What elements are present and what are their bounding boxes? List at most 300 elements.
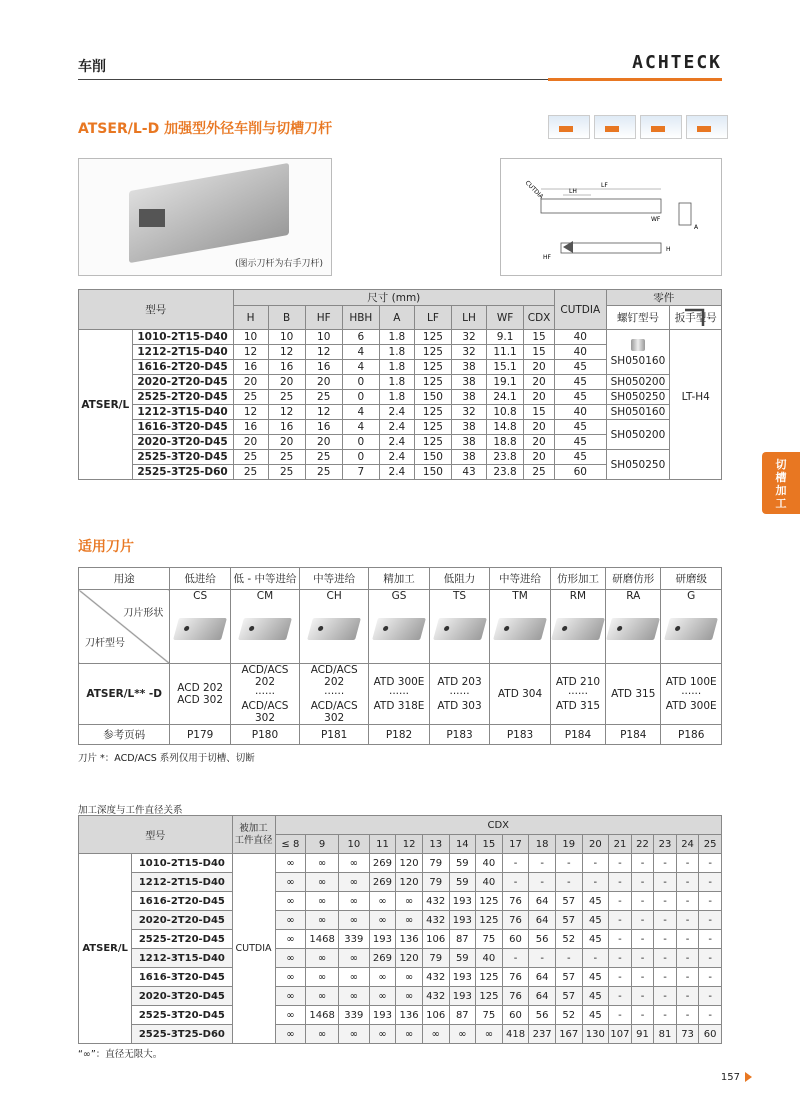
- side-tab-char: 加: [775, 484, 787, 497]
- depth-value-cell: 339: [338, 1006, 369, 1025]
- model-cell: 1212-3T15-D40: [132, 405, 233, 420]
- depth-value-cell: -: [609, 968, 632, 987]
- insert-shape-code: CH: [326, 590, 342, 602]
- depth-value-cell: -: [609, 949, 632, 968]
- value-cell: 40: [555, 330, 607, 345]
- value-cell: 20: [233, 375, 268, 390]
- value-cell: 16: [268, 360, 305, 375]
- col-header-lf: LF: [414, 306, 451, 330]
- depth-value-cell: 76: [502, 968, 529, 987]
- depth-value-cell: -: [582, 949, 609, 968]
- side-tab: [762, 452, 800, 514]
- insert-shape-cell: [661, 590, 722, 664]
- depth-value-cell: ∞: [338, 892, 369, 911]
- usage-cell: 仿形加工: [550, 568, 605, 590]
- depth-value-cell: -: [676, 1006, 699, 1025]
- grade-line: ACD/ACS 302: [310, 700, 358, 724]
- depth-value-cell: -: [654, 930, 677, 949]
- depth-note: “∞”：直径无限大。: [78, 1049, 163, 1060]
- value-cell: 25: [268, 390, 305, 405]
- grade-line: ······: [681, 688, 702, 700]
- depth-value-cell: ∞: [306, 892, 339, 911]
- value-cell: 0: [342, 450, 379, 465]
- inserts-note: 刀片 *：ACD/ACS 系列仅用于切槽、切断: [78, 753, 255, 764]
- depth-value-cell: ∞: [306, 987, 339, 1006]
- value-cell: 4: [342, 360, 379, 375]
- model-cell: 2525-3T20-D45: [132, 1006, 232, 1025]
- depth-value-cell: 45: [582, 968, 609, 987]
- depth-value-cell: 91: [631, 1025, 654, 1044]
- value-cell: 150: [414, 450, 451, 465]
- depth-value-cell: 64: [529, 892, 556, 911]
- value-cell: 45: [555, 375, 607, 390]
- cdx-col-header: 18: [529, 835, 556, 854]
- insert-image: [307, 618, 361, 640]
- value-cell: 15: [524, 405, 555, 420]
- value-cell: 16: [305, 420, 342, 435]
- depth-value-cell: 269: [369, 854, 396, 873]
- value-cell: 12: [233, 345, 268, 360]
- model-cell: 2525-2T20-D45: [132, 390, 233, 405]
- depth-value-cell: ∞: [338, 854, 369, 873]
- depth-body: [79, 854, 722, 1044]
- value-cell: 125: [414, 375, 451, 390]
- workpiece-header-line: 工件直径: [234, 834, 273, 846]
- value-cell: 150: [414, 465, 451, 480]
- diagram-label-hf: HF: [543, 254, 551, 261]
- insert-shape-cell: [369, 590, 430, 664]
- screw-model: SH050250: [606, 450, 670, 480]
- section-label: 车削: [78, 59, 106, 75]
- diagonal-header-cell: [79, 590, 170, 664]
- model-cell: 2525-3T25-D60: [132, 1025, 232, 1044]
- series-cell: ATSER/L: [79, 330, 133, 480]
- cdx-col-header: 11: [369, 835, 396, 854]
- grade-cell: [550, 664, 605, 725]
- depth-value-cell: 64: [529, 987, 556, 1006]
- depth-value-cell: 269: [369, 949, 396, 968]
- col-header-hf: HF: [305, 306, 342, 330]
- insert-image: [664, 618, 718, 640]
- value-cell: 11.1: [487, 345, 524, 360]
- depth-value-cell: -: [555, 949, 582, 968]
- insert-shape-cell: [230, 590, 299, 664]
- depth-value-cell: 57: [555, 987, 582, 1006]
- diagram-label-cutdia: CUTDIA: [523, 179, 545, 201]
- value-cell: 125: [414, 405, 451, 420]
- table-row: [79, 1006, 722, 1025]
- cdx-col-header: ≤ 8: [275, 835, 306, 854]
- depth-value-cell: ∞: [306, 854, 339, 873]
- depth-value-cell: 193: [449, 892, 476, 911]
- grade-line: ······: [324, 688, 345, 700]
- value-cell: 16: [233, 360, 268, 375]
- grade-line: ATD 203: [437, 676, 482, 688]
- depth-value-cell: ∞: [306, 968, 339, 987]
- depth-value-cell: -: [529, 949, 556, 968]
- depth-value-cell: 106: [422, 1006, 449, 1025]
- screw-model: SH050200: [606, 375, 670, 390]
- usage-cell: 低阻力: [429, 568, 490, 590]
- value-cell: 15: [524, 345, 555, 360]
- grade-line: ATD 300E: [373, 676, 425, 688]
- cdx-col-header: 12: [396, 835, 423, 854]
- depth-value-cell: -: [609, 930, 632, 949]
- size-header: 尺寸 (mm): [233, 290, 554, 306]
- wrench-icon: [683, 306, 709, 328]
- model-cell: 1616-2T20-D45: [132, 892, 232, 911]
- value-cell: 20: [268, 435, 305, 450]
- depth-value-cell: 237: [529, 1025, 556, 1044]
- brand-logo: ACHTECK: [632, 52, 722, 73]
- table-row: [79, 892, 722, 911]
- ref-page-cell: P182: [369, 725, 430, 745]
- value-cell: 4: [342, 405, 379, 420]
- wrench-header: 扳手型号: [670, 306, 722, 330]
- value-cell: 0: [342, 375, 379, 390]
- value-cell: 25: [268, 450, 305, 465]
- value-cell: 38: [451, 390, 486, 405]
- cdx-col-header: 14: [449, 835, 476, 854]
- cdx-col-header: 9: [306, 835, 339, 854]
- value-cell: 38: [451, 435, 486, 450]
- grade-cell: [490, 664, 551, 725]
- value-cell: 7: [342, 465, 379, 480]
- ref-page-cell: P180: [230, 725, 299, 745]
- depth-value-cell: -: [654, 1006, 677, 1025]
- value-cell: 25: [233, 465, 268, 480]
- table-row: [79, 987, 722, 1006]
- value-cell: 12: [233, 405, 268, 420]
- application-thumbnail: [594, 115, 636, 139]
- depth-value-cell: -: [631, 854, 654, 873]
- depth-value-cell: 75: [476, 1006, 503, 1025]
- col-header-a: A: [379, 306, 414, 330]
- cdx-col-header: 15: [476, 835, 503, 854]
- value-cell: 38: [451, 420, 486, 435]
- grade-line: ACD/ACS 202: [241, 664, 289, 688]
- page-number: 157: [720, 1072, 740, 1083]
- table-row: [79, 450, 722, 465]
- value-cell: 125: [414, 345, 451, 360]
- depth-value-cell: ∞: [396, 911, 423, 930]
- depth-value-cell: ∞: [275, 1006, 306, 1025]
- model-cell: 2020-3T20-D45: [132, 987, 232, 1006]
- depth-value-cell: -: [676, 892, 699, 911]
- screw-model: SH050250: [606, 390, 670, 405]
- depth-value-cell: 60: [502, 930, 529, 949]
- ref-page-cell: P183: [490, 725, 551, 745]
- value-cell: 20: [233, 435, 268, 450]
- depth-value-cell: 193: [449, 911, 476, 930]
- depth-value-cell: 64: [529, 911, 556, 930]
- cdx-col-header: 22: [631, 835, 654, 854]
- insert-shape-cell: [550, 590, 605, 664]
- depth-value-cell: 1468: [306, 930, 339, 949]
- usage-cell: 中等进给: [490, 568, 551, 590]
- depth-value-cell: -: [654, 968, 677, 987]
- depth-value-cell: 57: [555, 892, 582, 911]
- value-cell: 9.1: [487, 330, 524, 345]
- value-cell: 4: [342, 345, 379, 360]
- value-cell: 125: [414, 330, 451, 345]
- grade-line: ATD 300E: [665, 700, 717, 712]
- model-cell: 2525-3T25-D60: [132, 465, 233, 480]
- depth-value-cell: 59: [449, 949, 476, 968]
- depth-value-cell: ∞: [275, 1025, 306, 1044]
- value-cell: 20: [305, 375, 342, 390]
- screw-model: SH050160: [606, 405, 670, 420]
- side-tab-char: 切: [775, 458, 787, 471]
- depth-value-cell: 125: [476, 911, 503, 930]
- depth-value-cell: -: [582, 854, 609, 873]
- depth-value-cell: 64: [529, 968, 556, 987]
- grade-line: ATD 210: [555, 676, 601, 688]
- depth-table-caption: 加工深度与工件直径关系: [78, 805, 183, 816]
- depth-value-cell: 432: [422, 987, 449, 1006]
- ref-page-cell: P179: [170, 725, 231, 745]
- table-row: [79, 949, 722, 968]
- insert-shape-code: GS: [391, 590, 407, 602]
- depth-value-cell: -: [676, 949, 699, 968]
- table-row: [79, 390, 722, 405]
- value-cell: 0: [342, 390, 379, 405]
- usage-cell: 中等进给: [300, 568, 369, 590]
- depth-value-cell: -: [502, 873, 529, 892]
- inserts-section-title: 适用刀片: [78, 539, 134, 555]
- header-rule-accent: [548, 78, 722, 81]
- value-cell: 25: [305, 390, 342, 405]
- grade-line: ACD/ACS 302: [241, 700, 289, 724]
- value-cell: 20: [305, 435, 342, 450]
- depth-value-cell: ∞: [422, 1025, 449, 1044]
- value-cell: 45: [555, 420, 607, 435]
- depth-value-cell: 79: [422, 949, 449, 968]
- depth-value-cell: ∞: [476, 1025, 503, 1044]
- table-row: [79, 330, 722, 345]
- page-title: ATSER/L-D 加强型外径车削与切槽刀杆: [78, 121, 333, 137]
- depth-value-cell: -: [654, 892, 677, 911]
- value-cell: 1.8: [379, 360, 414, 375]
- depth-value-cell: ∞: [338, 949, 369, 968]
- value-cell: 2.4: [379, 450, 414, 465]
- col-header-cdx: CDX: [524, 306, 555, 330]
- ref-page-label: 参考页码: [79, 725, 170, 745]
- depth-value-cell: ∞: [396, 892, 423, 911]
- model-header: 型号: [79, 290, 234, 330]
- depth-value-cell: ∞: [306, 949, 339, 968]
- cdx-col-header: 19: [555, 835, 582, 854]
- insert-image: [173, 618, 227, 640]
- depth-value-cell: -: [609, 892, 632, 911]
- value-cell: 2.4: [379, 435, 414, 450]
- value-cell: 16: [268, 420, 305, 435]
- depth-value-cell: -: [676, 911, 699, 930]
- depth-value-cell: 45: [582, 987, 609, 1006]
- cdx-header: CDX: [275, 816, 721, 835]
- value-cell: 45: [555, 360, 607, 375]
- depth-value-cell: ∞: [338, 987, 369, 1006]
- spec-table: [78, 289, 722, 480]
- value-cell: 25: [305, 450, 342, 465]
- diagram-label-a: A: [694, 224, 699, 231]
- depth-value-cell: -: [699, 930, 722, 949]
- col-header-cutdia: CUTDIA: [555, 290, 607, 330]
- depth-value-cell: -: [609, 873, 632, 892]
- usage-cell: 研磨仿形: [606, 568, 661, 590]
- table-row: [79, 1025, 722, 1044]
- value-cell: 45: [555, 435, 607, 450]
- depth-value-cell: 56: [529, 930, 556, 949]
- model-cell: 2020-2T20-D45: [132, 375, 233, 390]
- value-cell: 18.8: [487, 435, 524, 450]
- grade-cell: [300, 664, 369, 725]
- value-cell: 1.8: [379, 375, 414, 390]
- usage-label: 用途: [79, 568, 170, 590]
- depth-value-cell: ∞: [338, 968, 369, 987]
- model-cell: 2020-2T20-D45: [132, 911, 232, 930]
- depth-value-cell: -: [609, 1006, 632, 1025]
- depth-value-cell: 432: [422, 968, 449, 987]
- grade-line: ATD 315: [555, 700, 601, 712]
- value-cell: 125: [414, 435, 451, 450]
- holder-label: 刀杆型号: [85, 638, 125, 649]
- application-thumbnail: [640, 115, 682, 139]
- diagram-label-lh: LH: [569, 188, 577, 195]
- value-cell: 25: [524, 465, 555, 480]
- depth-value-cell: -: [654, 873, 677, 892]
- depth-value-cell: -: [631, 930, 654, 949]
- model-cell: 2020-3T20-D45: [132, 435, 233, 450]
- value-cell: 45: [555, 390, 607, 405]
- depth-value-cell: ∞: [275, 892, 306, 911]
- table-row: [79, 405, 722, 420]
- value-cell: 25: [233, 450, 268, 465]
- depth-value-cell: ∞: [338, 1025, 369, 1044]
- diagram-label-lf: LF: [601, 182, 608, 189]
- depth-value-cell: 432: [422, 911, 449, 930]
- depth-value-cell: 59: [449, 854, 476, 873]
- value-cell: 4: [342, 420, 379, 435]
- col-header-wf: WF: [487, 306, 524, 330]
- cdx-col-header: 23: [654, 835, 677, 854]
- depth-value-cell: ∞: [275, 968, 306, 987]
- cdx-col-header: 25: [699, 835, 722, 854]
- depth-value-cell: -: [699, 968, 722, 987]
- value-cell: 20: [524, 375, 555, 390]
- depth-value-cell: 45: [582, 892, 609, 911]
- depth-value-cell: 107: [609, 1025, 632, 1044]
- depth-value-cell: 60: [699, 1025, 722, 1044]
- diagram-label-wf: WF: [651, 216, 661, 223]
- workpiece-header: [232, 816, 275, 854]
- value-cell: 1.8: [379, 390, 414, 405]
- insert-shape-cell: [429, 590, 490, 664]
- depth-value-cell: ∞: [306, 873, 339, 892]
- depth-value-cell: ∞: [275, 987, 306, 1006]
- depth-value-cell: -: [631, 911, 654, 930]
- side-tab-char: 工: [775, 497, 787, 510]
- depth-value-cell: ∞: [369, 1025, 396, 1044]
- usage-cell: 低进给: [170, 568, 231, 590]
- cdx-col-header: 13: [422, 835, 449, 854]
- model-cell: 1616-3T20-D45: [132, 420, 233, 435]
- insert-shape-cell: [170, 590, 231, 664]
- depth-value-cell: 73: [676, 1025, 699, 1044]
- grade-line: ······: [254, 688, 275, 700]
- insert-shape-code: TM: [512, 590, 528, 602]
- model-cell: 2525-3T20-D45: [132, 450, 233, 465]
- depth-value-cell: 45: [582, 911, 609, 930]
- depth-value-cell: 418: [502, 1025, 529, 1044]
- table-row: [79, 420, 722, 435]
- value-cell: 20: [524, 420, 555, 435]
- depth-value-cell: ∞: [275, 949, 306, 968]
- depth-value-cell: ∞: [369, 968, 396, 987]
- ref-page-cell: P186: [661, 725, 722, 745]
- usage-cell: 精加工: [369, 568, 430, 590]
- cdx-col-header: 10: [338, 835, 369, 854]
- grade-line: ······: [567, 688, 588, 700]
- depth-value-cell: 125: [476, 987, 503, 1006]
- grade-line: ATD 318E: [373, 700, 425, 712]
- value-cell: 0: [342, 435, 379, 450]
- depth-value-cell: 79: [422, 854, 449, 873]
- depth-value-cell: 57: [555, 968, 582, 987]
- depth-value-cell: -: [631, 892, 654, 911]
- value-cell: 16: [305, 360, 342, 375]
- depth-value-cell: 60: [502, 1006, 529, 1025]
- depth-value-cell: -: [609, 911, 632, 930]
- depth-value-cell: 87: [449, 930, 476, 949]
- depth-value-cell: -: [631, 949, 654, 968]
- value-cell: 20: [524, 360, 555, 375]
- value-cell: 15.1: [487, 360, 524, 375]
- workpiece-header-line: 被加工: [239, 822, 268, 834]
- cdx-col-header: 24: [676, 835, 699, 854]
- depth-value-cell: 57: [555, 911, 582, 930]
- grade-cell: [230, 664, 299, 725]
- insert-shape-code: CS: [193, 590, 208, 602]
- depth-value-cell: -: [529, 873, 556, 892]
- parts-header: 零件: [606, 290, 721, 306]
- table-row: [79, 930, 722, 949]
- value-cell: 150: [414, 390, 451, 405]
- depth-value-cell: ∞: [449, 1025, 476, 1044]
- value-cell: 45: [555, 450, 607, 465]
- value-cell: 2.4: [379, 465, 414, 480]
- toolholder-head-image: [139, 209, 165, 227]
- depth-value-cell: -: [699, 949, 722, 968]
- depth-value-cell: 193: [369, 1006, 396, 1025]
- value-cell: 20: [524, 450, 555, 465]
- depth-value-cell: -: [676, 873, 699, 892]
- depth-value-cell: 81: [654, 1025, 677, 1044]
- depth-value-cell: 125: [476, 892, 503, 911]
- model-cell: 1212-2T15-D40: [132, 873, 232, 892]
- side-tab-char: 槽: [775, 471, 787, 484]
- depth-value-cell: ∞: [275, 911, 306, 930]
- depth-value-cell: 40: [476, 873, 503, 892]
- depth-value-cell: -: [699, 873, 722, 892]
- depth-value-cell: 1468: [306, 1006, 339, 1025]
- grade-line: ATD 315: [611, 688, 656, 700]
- value-cell: 1.8: [379, 345, 414, 360]
- insert-shape-code: RA: [626, 590, 641, 602]
- value-cell: 10: [233, 330, 268, 345]
- insert-shape-cell: [606, 590, 661, 664]
- depth-value-cell: 56: [529, 1006, 556, 1025]
